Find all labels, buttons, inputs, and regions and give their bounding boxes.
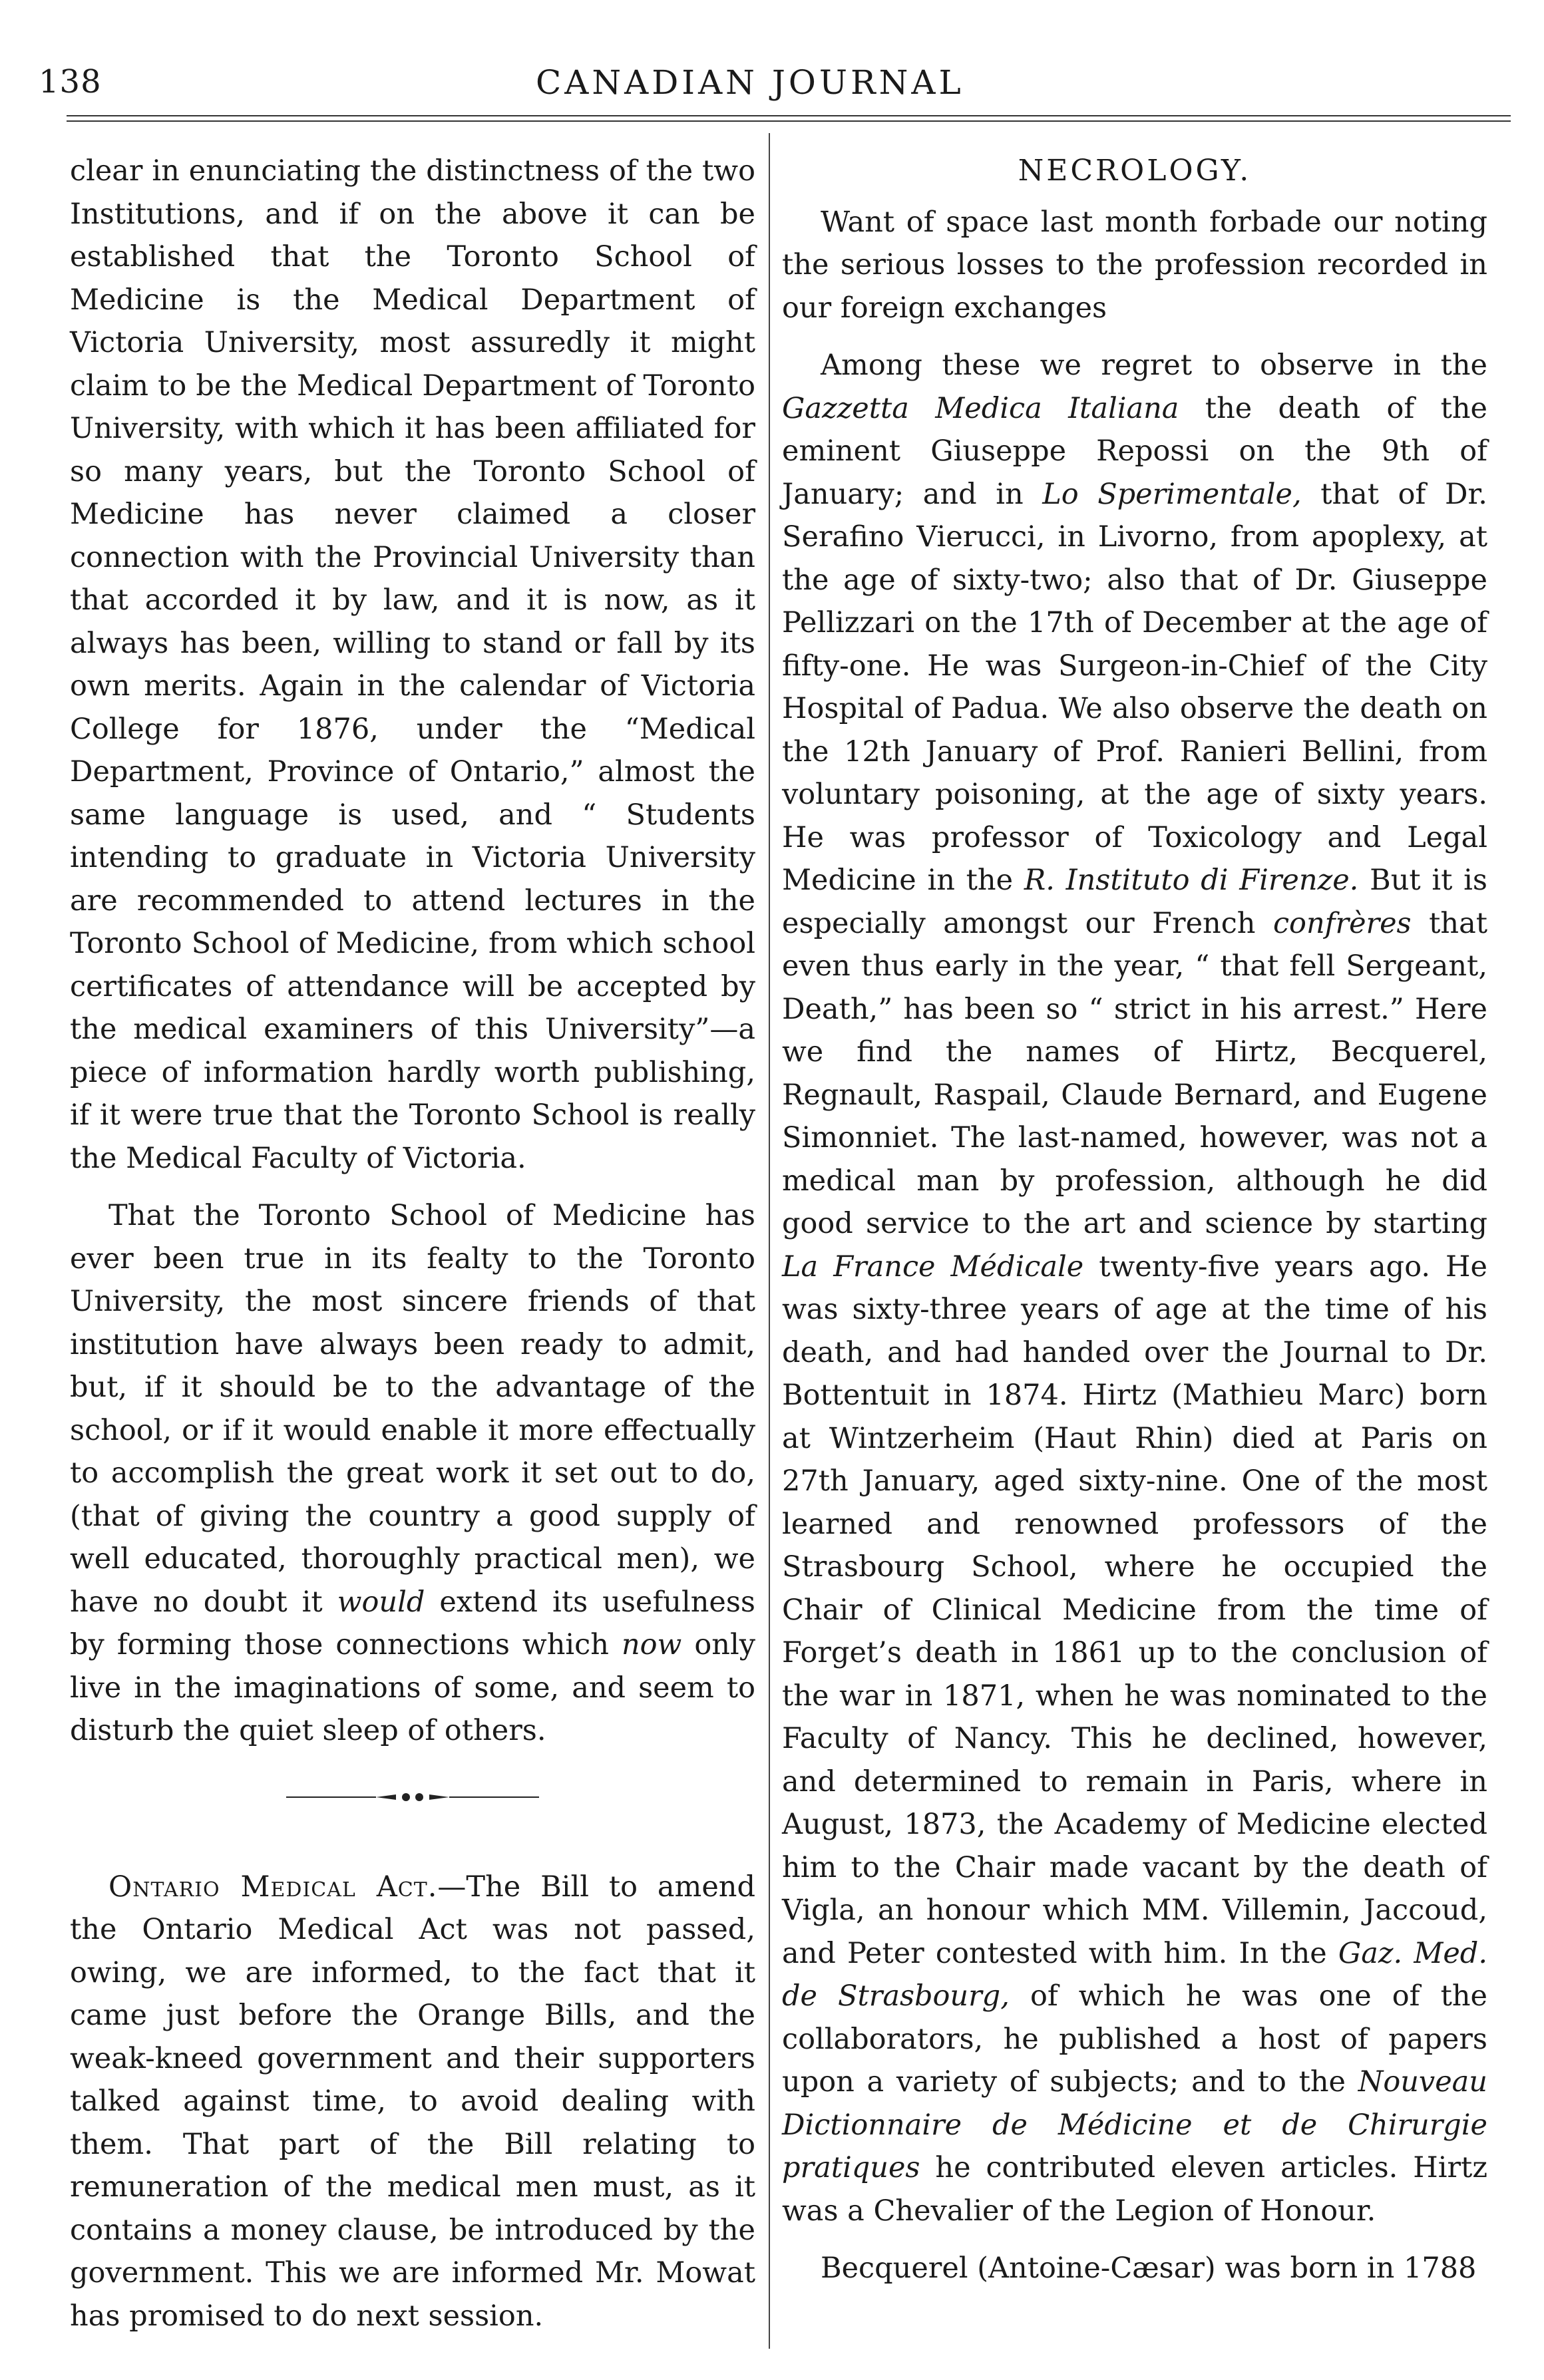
journal-title-sperimentale: Lo Sperimentale, xyxy=(1042,477,1302,511)
ontario-medical-act-paragraph xyxy=(70,1866,755,2338)
necrology-paragraph-2 xyxy=(782,344,1487,2232)
necrology-text: But it is especially amongst our French xyxy=(782,864,1488,940)
ornament-rule-graphic xyxy=(286,1790,539,1804)
header-rule-second xyxy=(67,120,1511,122)
left-column xyxy=(70,150,755,2352)
header-rule xyxy=(67,115,1511,116)
journal-title-nouveau-dictionnaire: Nouveau Dictionnaire de Médicine et de Chirurgie pratiques xyxy=(782,2065,1487,2184)
term-confreres: confrères xyxy=(1272,906,1412,940)
left-paragraph-2 xyxy=(70,1194,755,1753)
left-paragraph-2-emphasis-would: would xyxy=(337,1585,425,1619)
ontario-medical-act-text: —The Bill to amend the Ontario Medical Act was not passed, owing, we are informed, to the fact that it came just before the Orange Bills, and the weak-kneed government and their supporters talked against time, to avoid dealing with them. That part of the Bill relating to remuneration of the medical men must, as it contains a money clause, be introduced by the government. This we are informed Mr. Mowat has promised to do next session. xyxy=(70,1870,755,2333)
left-paragraph-2-emphasis-now: now xyxy=(621,1628,682,1661)
necrology-text: that even thus early in the year, “ that fell Sergeant, Death,” has been so “ strict in his arrest.” Here we find the names of Hirtz, Becquerel, Regnault, Raspail, Claude Bernard, and Eugene Simonniet. The last-named, however, was not a medical man by profession, although he did good service to the art and science by starting xyxy=(782,906,1487,1240)
institution-firenze: R. Instituto di Firenze. xyxy=(1024,864,1359,897)
necrology-paragraph-3: Becquerel (Antoine-Cæsar) was born in 1788 xyxy=(821,2252,1477,2285)
left-paragraph-2-text-b: extend its usefulness by forming those connections which xyxy=(70,1585,756,1661)
necrology-heading: NECROLOGY. xyxy=(1018,154,1252,188)
left-paragraph-1: clear in enunciating the distinctness of the two Institutions, and if on the above it can be established that the Toronto School of Medicine is the Medical Department of Victoria University, most assuredly it might claim to be the Medical Department of Toronto University, with which it has been affiliated for so many years, but the Toronto School of Medicine has never claimed a closer connection with the Provincial University than that accorded it by law, and it is now, as it always has been, willing to stand or fall by its own merits. Again in the calendar of Victoria College for 1876, under the “Medical Department, Province of Ontario,” almost the same language is used, and “ Students intending to graduate in Victoria University are recommended to attend lectures in the Toronto School of Medicine, from which school certificates of attendance will be accepted by the medical examiners of this University”—a piece of information hardly worth publishing, if it were true that the Toronto School is really the Medical Faculty of Victoria. xyxy=(70,154,755,1175)
running-title: CANADIAN JOURNAL xyxy=(536,63,964,102)
column-divider xyxy=(769,133,770,2349)
necrology-text: Among these we regret to observe in the xyxy=(821,349,1487,382)
page-header xyxy=(0,63,1544,110)
left-paragraph-2-text-a: That the Toronto School of Medicine has ever been true in its fealty to the Toronto University, the most sincere friends of that institution have always been ready to admit, but, if it should be to the advantage of the school, or if it would enable it more effectually to accomplish the great work it set out to do, (that of giving the country a good supply of well educated, thoroughly practical men), we have no doubt it xyxy=(70,1199,755,1619)
ontario-medical-act-heading: Ontario Medical Act. xyxy=(108,1870,438,1904)
necrology-paragraph-1: Want of space last month forbade our noting the serious losses to the profession recorded in our foreign exchanges xyxy=(782,205,1487,325)
left-paragraph-2-text-c: only live in the imaginations of some, and seem to disturb the quiet sleep of others. xyxy=(70,1628,755,1747)
journal-title-gaz-med-strasbourg: Gaz. Med. de Strasbourg, xyxy=(782,1936,1488,2013)
necrology-text: twenty-five years ago. He was sixty-three years of age at the time of his death, and had handed over the Journal to Dr. Bottentuit in 1874. Hirtz (Mathieu Marc) born at Wintzerheim (Haut Rhin) died at Paris on 27th January, aged sixty-nine. One of the most learned and renowned professors of the Strasbourg School, where he occupied the Chair of Clinical Medicine from the time of Forget’s death in 1861 up to the conclusion of the war in 1871, when he was nominated to the Faculty of Nancy. This he declined, however, and determined to remain in Paris, where in August, 1873, the Academy of Medicine elected him to the Chair made vacant by the death of Vigla, an honour which MM. Villemin, Jaccoud, and Peter contested with him. In the xyxy=(782,1250,1487,1970)
right-column xyxy=(782,150,1487,2305)
necrology-text: of which he was one of the collaborators, he published a host of papers upon a variety of subjects; and to the xyxy=(782,1979,1487,2099)
page-number: 138 xyxy=(39,63,102,100)
journal-title-gazzetta: Gazzetta Medica Italiana xyxy=(782,391,1179,425)
journal-title-france-medicale: La France Médicale xyxy=(782,1250,1084,1283)
necrology-text: the death of the eminent Giuseppe Repossi on the 9th of January; and in xyxy=(782,391,1488,511)
section-divider-ornament xyxy=(70,1767,755,1840)
necrology-text: that of Dr. Serafino Vierucci, in Livorno, from apoplexy, at the age of sixty-two; also that of Dr. Giuseppe Pellizzari on the 17th of December at the age of fifty-one. He was Surgeon-in-Chief of the City Hospital of Padua. We also observe the death on the 12th January of Prof. Ranieri Bellini, from voluntary poisoning, at the age of sixty years. He was professor of Toxicology and Legal Medicine in the xyxy=(782,477,1487,897)
necrology-text: he contributed eleven articles. Hirtz was a Chevalier of the Legion of Honour. xyxy=(782,2151,1487,2228)
